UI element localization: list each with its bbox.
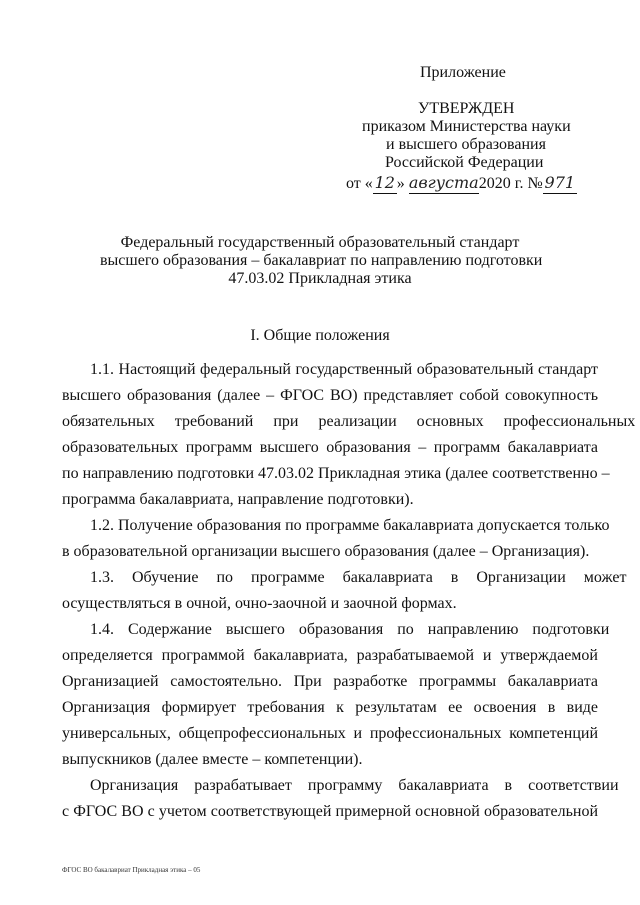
section-heading: I. Общие положения — [250, 327, 390, 344]
paragraph-1-1-line-5: по направлению подготовки 47.03.02 Прикладная этика (далее соответственно – — [62, 465, 610, 482]
handwritten-day: 12 — [374, 173, 395, 192]
appendix-label: Приложение — [420, 64, 506, 81]
paragraph-1-1-line-4: образовательных программ высшего образования – программ бакалавриата — [62, 439, 598, 456]
handwritten-month: августа — [408, 173, 479, 192]
document-title — [100, 234, 543, 288]
month-separator: » — [396, 175, 405, 192]
paragraph-org-line-2: с ФГОС ВО с учетом соответствующей примерной основной образовательной — [62, 803, 598, 820]
order-line-2: и высшего образования — [386, 136, 546, 153]
paragraph-1-3-line-2: осуществляться в очной, очно-заочной и заочной формах. — [62, 595, 457, 612]
page-footer: ФГОС ВО бакалавриат Прикладная этика – 05 — [62, 866, 201, 874]
paragraph-1-4-line-3: Организацией самостоятельно. При разработке программы бакалавриата — [62, 673, 598, 690]
approved-label: УТВЕРЖДЕН — [418, 100, 515, 117]
paragraph-1-2-line-1: 1.2. Получение образования по программе бакалавриата допускается только — [90, 517, 610, 534]
paragraph-1-4-line-4: Организация формирует требования к результатам ее освоения в виде — [62, 699, 598, 716]
paragraph-1-1-line-6: программа бакалавриата, направление подготовки). — [62, 491, 414, 508]
paragraph-1-3-line-1: 1.3. Обучение по программе бакалавриата в Организации может — [90, 569, 627, 586]
paragraph-1-4-line-1: 1.4. Содержание высшего образования по направлению подготовки — [90, 621, 610, 638]
order-line-1: приказом Министерства науки — [362, 118, 571, 135]
paragraph-1-4-line-6: выпускников (далее вместе – компетенции). — [62, 751, 363, 768]
title-line-3: 47.03.02 Прикладная этика — [228, 270, 412, 287]
title-line-1: Федеральный государственный образовательный стандарт — [120, 234, 520, 251]
paragraph-1-1-line-1: 1.1. Настоящий федеральный государственный образовательный стандарт — [90, 361, 598, 378]
paragraph-org-line-1: Организация разрабатывает программу бакалавриата в соответствии — [90, 777, 619, 794]
paragraph-1-2-line-2: в образовательной организации высшего образования (далее – Организация). — [62, 543, 590, 560]
paragraph-1-1-line-3: обязательных требований при реализации основных профессиональных — [62, 413, 636, 430]
title-line-2: высшего образования – бакалавриат по направлению подготовки — [100, 252, 543, 269]
handwritten-order-number: 971 — [544, 173, 576, 192]
year-and-number-label: 2020 г. № — [478, 175, 543, 192]
paragraph-1-1-line-2: высшего образования (далее – ФГОС ВО) представляет собой совокупность — [62, 387, 598, 404]
paragraph-1-4-line-2: определяется программой бакалавриата, разрабатываемой и утверждаемой — [62, 647, 598, 664]
order-date-line — [346, 173, 577, 194]
order-line-3: Российской Федерации — [385, 154, 544, 171]
date-prefix: от « — [346, 175, 373, 192]
paragraph-1-4-line-5: универсальных, общепрофессиональных и профессиональных компетенций — [62, 725, 598, 742]
